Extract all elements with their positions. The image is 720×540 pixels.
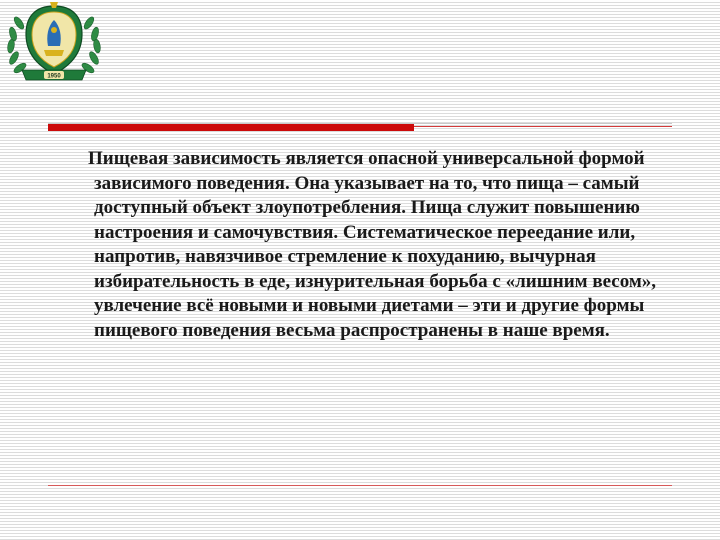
red-accent-line	[414, 126, 672, 127]
university-emblem-icon	[0, 0, 108, 96]
red-accent-bar	[48, 124, 414, 131]
slide-body-text: Пищевая зависимость является опасной универсальной формой зависимого поведения. Она указывает на то, что пища – самый доступный объект злоупотребления. Пища служит повышению настроения и самочувствия. Систематическое переедание или, напротив, навязчивое стремление к похуданию, вычурная избирательность в еде, изнурительная борьба с «лишним весом», увлечение всё новыми и новыми диетами – эти и другие формы пищевого поведения весьма распространены в наше время.	[88, 148, 657, 341]
emblem-year: 1950	[47, 73, 61, 80]
bottom-divider	[48, 485, 672, 486]
